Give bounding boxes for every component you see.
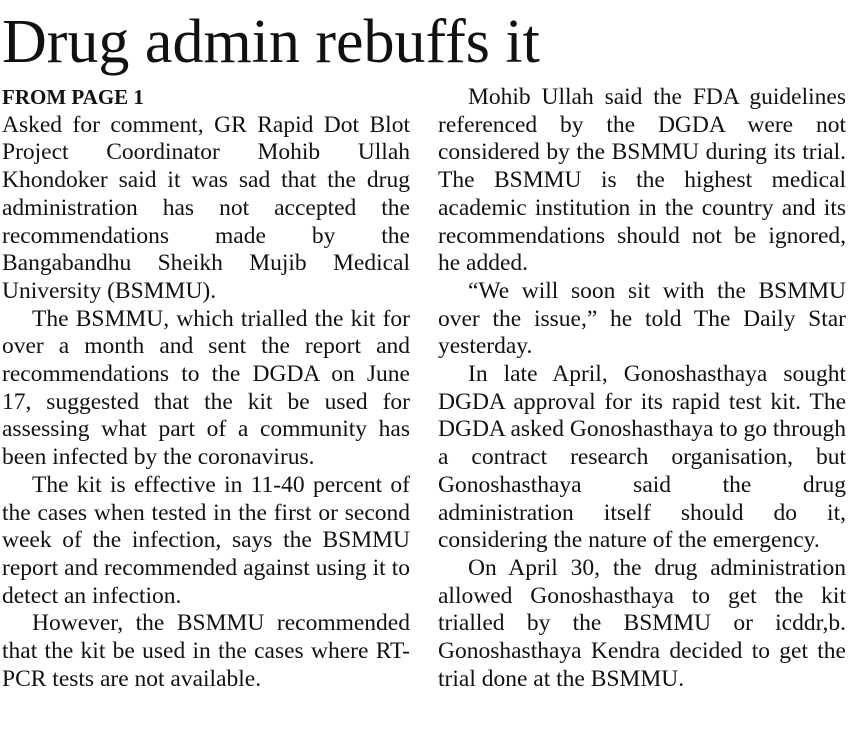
article-column-left bbox=[2, 84, 410, 693]
paragraph: Mohib Ullah said the FDA guidelines referenced by the DGDA were not considered by the BSMMU during its trial. The BSMMU is the highest medical academic institution in the country and its recommendations should not be ignored, he added. bbox=[438, 84, 846, 277]
paragraph: On April 30, the drug administration allowed Gonoshasthaya to get the kit trialled by the BSMMU or icddr,b. Gonoshasthaya Kendra decided to get the trial done at the BSMMU. bbox=[438, 554, 846, 692]
continued-from-kicker: FROM PAGE 1 bbox=[2, 85, 144, 109]
article-column-right bbox=[438, 84, 846, 693]
paragraph: The kit is effective in 11-40 percent of the cases when tested in the first or second week of the infection, says the BSMMU report and recommended against using it to detect an infection. bbox=[2, 471, 410, 609]
paragraph: However, the BSMMU recommended that the kit be used in the cases where RT-PCR tests are not available. bbox=[2, 610, 410, 692]
article-headline: Drug admin rebuffs it bbox=[2, 8, 540, 76]
paragraph: In late April, Gonoshasthaya sought DGDA approval for its rapid test kit. The DGDA asked Gonoshasthaya to go through a contract research organisation, but Gonoshasthaya said the drug administration itself should do it, considering the nature of the emergency. bbox=[438, 361, 846, 554]
paragraph: The BSMMU, which trialled the kit for over a month and sent the report and recommendations to the DGDA on June 17, suggested that the kit be used for assessing what part of a community has been infected by the coronavirus. bbox=[2, 305, 410, 471]
paragraph: Asked for comment, GR Rapid Dot Blot Project Coordinator Mohib Ullah Khondoker said it was sad that the drug administration has not accepted the recommendations made by the Bangabandhu Sheikh Mujib Medical University (BSMMU). bbox=[2, 111, 410, 304]
paragraph: “We will soon sit with the BSMMU over the issue,” he told The Daily Star yesterday. bbox=[438, 277, 846, 360]
